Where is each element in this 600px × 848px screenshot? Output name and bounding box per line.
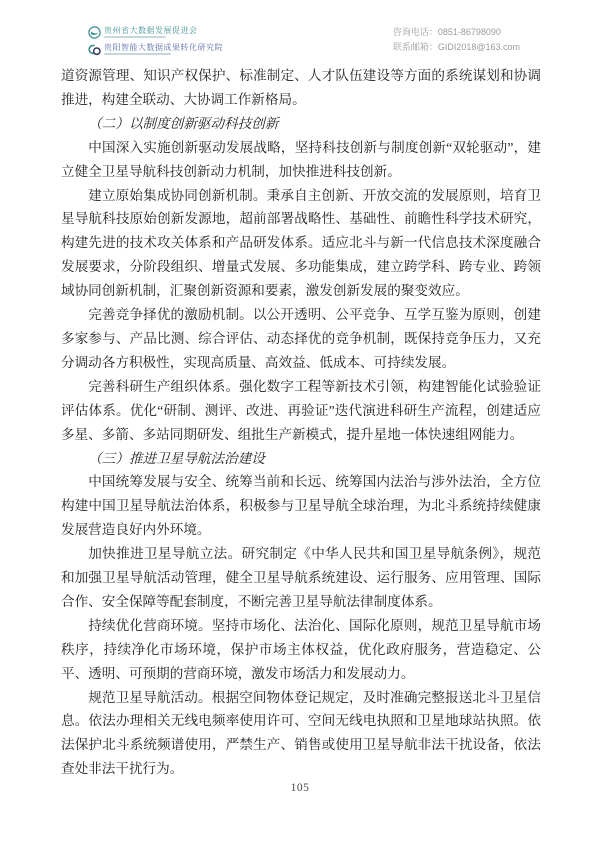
- paragraph: 建立原始集成协同创新机制。秉承自主创新、开放交流的发展原则，培育卫星导航科技原始创新发源地，超前部署战略性、基础性、前瞻性科学技术研究，构建先进的技术攻关体系和产品研发体系。适应北斗与新一代信息技术深度融合发展要求，分阶段组织、增量式发展、多功能集成，建立跨学科、跨专业、跨领域协同创新机制，汇聚创新资源和要素，激发创新发展的聚变效应。: [61, 187, 541, 299]
- institute-subtitle-line: [104, 53, 200, 55]
- paragraph: 持续优化营商环境。坚持市场化、法治化、国际化原则，规范卫星导航市场秩序，持续净化市场环境，保护市场主体权益，优化政府服务，营造稳定、公平、透明、可预期的营商环境，激发市场活力和发展动力。: [61, 617, 541, 681]
- association-subtitle-line: [104, 36, 192, 38]
- contact-email: 联系邮箱：GIDI2018@163.com: [392, 42, 520, 52]
- logo-institute: [88, 43, 223, 57]
- document-body: [61, 64, 541, 781]
- paragraph: 完善竞争择优的激励机制。以公开透明、公平竞争、互学互鉴为原则，创建多家参与、产品比测、综合评估、动态择优的竞争机制，既保持竞争压力，又充分调动各方积极性，实现高质量、高效益、低成本、可持续发展。: [61, 307, 541, 370]
- logo-association: [88, 26, 223, 40]
- contact-phone: 咨询电话：0851-86798090: [392, 27, 501, 37]
- paragraph: 道资源管理、知识产权保护、标准制定、人才队伍建设等方面的系统谋划和协调推进，构建全联动、大协调工作新格局。: [61, 68, 541, 107]
- page-number: 105: [290, 782, 310, 794]
- section-heading: （三）推进卫星导航法治建设: [88, 450, 265, 466]
- association-globe-icon: [88, 26, 101, 39]
- paragraph: 规范卫星导航活动。根据空间物体登记规定，及时准确完整报送北斗卫星信息。依法办理相关无线电频率使用许可、空间无线电执照和卫星地球站执照。依法保护北斗系统频谱使用，严禁生产、销售或使用卫星导航非法干扰设备，依法查处非法干扰行为。: [61, 689, 541, 777]
- paragraph: 加快推进卫星导航立法。研究制定《中华人民共和国卫星导航条例》，规范和加强卫星导航活动管理，健全卫星导航系统建设、运行服务、应用管理、国际合作、安全保障等配套制度，不断完善卫星导航法律制度体系。: [61, 546, 541, 609]
- paragraph: 中国统筹发展与安全、统筹当前和长远、统筹国内法治与涉外法治，全方位构建中国卫星导航法治体系，积极参与卫星导航全球治理，为北斗系统持续健康发展营造良好内外环境。: [61, 474, 541, 538]
- paragraph: 中国深入实施创新驱动发展战略，坚持科技创新与制度创新“双轮驱动”，建立健全卫星导航科技创新动力机制，加快推进科技创新。: [61, 139, 541, 179]
- institute-name: 贵阳智能大数据成果转化研究院: [104, 43, 223, 52]
- institute-go-icon: [88, 43, 101, 56]
- section-heading: （二）以制度创新驱动科技创新: [88, 115, 279, 131]
- logo-block: [88, 26, 223, 60]
- paragraph: 完善科研生产组织体系。强化数字工程等新技术引领，构建智能化试验验证评估体系。优化“研制、测评、改进、再验证”迭代演进科研生产流程，创建适应多星、多箭、多站同期研发、组批生产新模式，提升星地一体快速组网能力。: [61, 378, 541, 442]
- contact-info: [393, 25, 520, 55]
- association-name: 贵州省大数据发展促进会: [104, 26, 198, 35]
- page-header: [0, 0, 600, 62]
